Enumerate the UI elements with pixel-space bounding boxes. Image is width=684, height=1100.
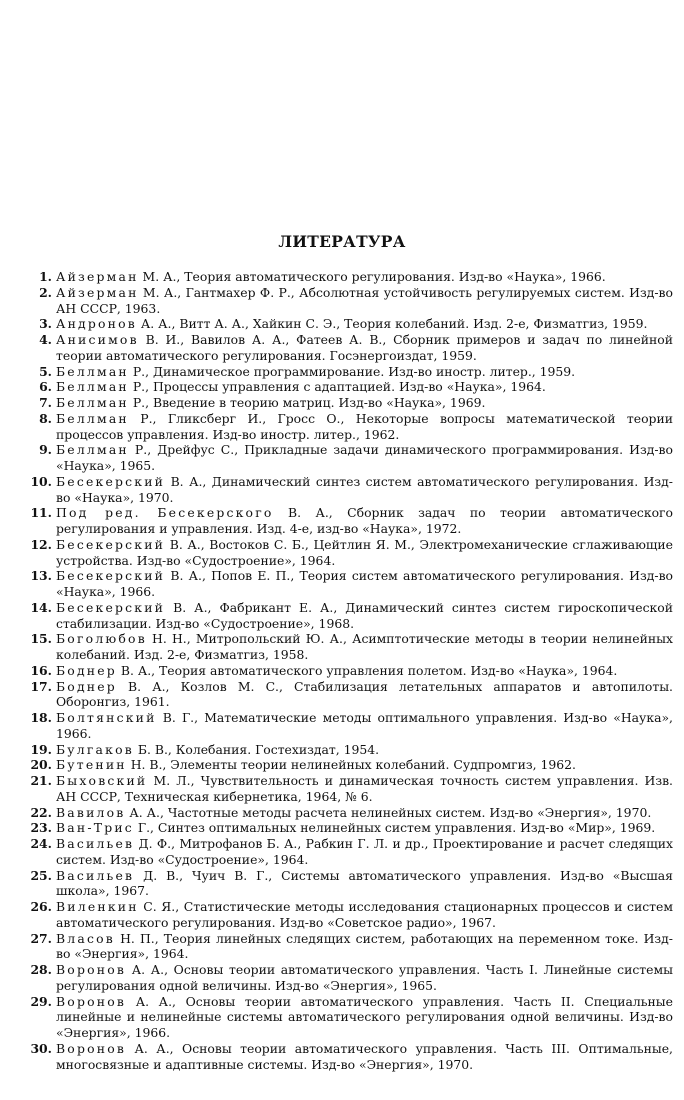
reference-authors: Ван-Трис — [56, 820, 134, 836]
reference-number: 29. — [30, 993, 52, 1009]
reference-text: В. А., Козлов М. С., Стабилизация летательных аппаратов и автопилоты. Оборонгиз, 1961. — [56, 678, 673, 710]
reference-number: 3. — [39, 316, 52, 332]
reference-authors: Айзерман — [56, 269, 139, 284]
reference-authors: Андронов — [56, 316, 137, 332]
reference-text: С. Я., Статистические методы исследования стационарных процессов и систем автоматического регулирования. Изд-во «Советское радио», 1967. — [56, 899, 673, 930]
reference-text: М. А., Теория автоматического регулирования. Изд-во «Наука», 1966. — [138, 269, 606, 284]
reference-authors: Боголюбов — [56, 631, 147, 647]
reference-text: Н. Н., Митропольский Ю. А., Асимптотические методы в теории нелинейных колебаний. Изд. 2-е, Физматгиз, 1958. — [56, 631, 673, 662]
reference-text: Д. Ф., Митрофанов Б. А., Рабкин Г. Л. и др., Проектирование и расчет следящих систем. Изд-во «Судостроение», 1964. — [56, 836, 673, 867]
reference-number: 25. — [30, 867, 52, 883]
reference-number: 13. — [30, 568, 52, 584]
reference-authors: Воронов — [56, 993, 127, 1009]
reference-number: 10. — [30, 473, 52, 489]
reference-text: А. А., Основы теории автоматического управления. Часть II. Специальные линейные и нелинейные системы автоматического регулирования одной величины. Изд-во «Энергия», 1966. — [56, 993, 673, 1040]
reference-number: 7. — [39, 395, 52, 410]
reference-number: 1. — [39, 269, 52, 284]
reference-number: 26. — [30, 899, 52, 914]
reference-text: В. А., Попов Е. П., Теория систем автоматического регулирования. Изд-во «Наука», 1966. — [56, 568, 673, 599]
reference-item — [28, 442, 673, 474]
reference-number: 20. — [30, 757, 52, 773]
reference-number: 6. — [39, 379, 52, 395]
reference-number: 16. — [30, 662, 52, 678]
reference-text: Р., Введение в теорию матриц. Изд-во «Наука», 1969. — [128, 395, 486, 410]
reference-item — [28, 395, 673, 411]
reference-authors: Беллман — [56, 379, 129, 395]
reference-item — [28, 411, 673, 443]
reference-authors: Под ред. Бесекерского — [56, 505, 274, 521]
reference-item — [28, 285, 673, 317]
reference-number: 22. — [30, 804, 52, 820]
reference-item — [28, 868, 673, 900]
reference-number: 24. — [30, 836, 52, 851]
reference-authors: Вавилов — [56, 804, 126, 820]
reference-item — [28, 568, 673, 600]
reference-item — [28, 1041, 673, 1073]
reference-authors: Бутенин — [56, 757, 127, 773]
reference-item — [28, 931, 673, 963]
reference-number: 2. — [39, 284, 52, 300]
reference-item — [28, 757, 673, 773]
reference-authors: Быховский — [56, 773, 148, 788]
reference-text: Г., Синтез оптимальных нелинейных систем управления. Изд-во «Мир», 1969. — [133, 820, 656, 836]
reference-text: В. А., Востоков С. Б., Цейтлин Я. М., Электромеханические сглаживающие устройства. Изд-во «Судостроение», 1964. — [56, 536, 673, 568]
reference-text: М. Л., Чувствительность и динамическая точность систем управления. Изв. АН СССР, Техническая кибернетика, 1964, № 6. — [56, 773, 673, 804]
reference-item — [28, 537, 673, 569]
reference-authors: Боднер — [56, 662, 117, 678]
reference-number: 21. — [30, 773, 52, 788]
reference-number: 8. — [39, 410, 52, 426]
reference-authors: Бесекерский — [56, 473, 166, 489]
reference-authors: Воронов — [56, 1040, 127, 1056]
reference-authors: Беллман — [56, 442, 129, 458]
reference-text: В. А., Сборник задач по теории автоматического регулирования и управления. Изд. 4-е, изд-во «Наука», 1972. — [56, 505, 673, 536]
reference-authors: Васильев — [56, 836, 135, 851]
reference-item — [28, 805, 673, 821]
reference-number: 19. — [30, 741, 52, 757]
reference-item — [28, 474, 673, 506]
reference-item — [28, 773, 673, 805]
reference-text: В. Г., Математические методы оптимального управления. Изд-во «Наука», 1966. — [56, 710, 673, 741]
reference-item — [28, 269, 673, 285]
reference-authors: Айзерман — [56, 284, 139, 300]
reference-text: В. А., Фабрикант Е. А., Динамический синтез систем гироскопической стабилизации. Изд-во «Судостроение», 1968. — [56, 599, 673, 631]
section-heading: ЛИТЕРАТУРА — [278, 232, 406, 251]
reference-item — [28, 600, 673, 632]
reference-item — [28, 899, 673, 931]
reference-number: 17. — [30, 678, 52, 694]
reference-item — [28, 663, 673, 679]
reference-number: 4. — [39, 332, 52, 347]
reference-text: Р., Динамическое программирование. Изд-во иностр. литер., 1959. — [128, 363, 576, 379]
reference-authors: Беллман — [56, 395, 129, 410]
reference-authors: Власов — [56, 930, 115, 946]
reference-item — [28, 332, 673, 364]
reference-text: В. И., Вавилов А. А., Фатеев А. В., Сборник примеров и задач по линейной теории автоматического регулирования. Госэнергоиздат, 1959. — [56, 332, 673, 363]
reference-item — [28, 679, 673, 711]
reference-number: 28. — [30, 962, 52, 977]
reference-number: 18. — [30, 710, 52, 725]
reference-item — [28, 505, 673, 537]
reference-item — [28, 994, 673, 1041]
reference-authors: Бесекерский — [56, 599, 166, 615]
reference-authors: Виленкин — [56, 899, 139, 914]
reference-item — [28, 820, 673, 836]
reference-authors: Беллман — [56, 363, 129, 379]
reference-number: 11. — [30, 505, 52, 521]
reference-text: В. А., Теория автоматического управления полетом. Изд-во «Наука», 1964. — [116, 662, 618, 678]
reference-item — [28, 316, 673, 332]
reference-number: 14. — [30, 599, 52, 615]
reference-number: 30. — [30, 1040, 52, 1056]
reference-authors: Болтянский — [56, 710, 157, 725]
reference-text: А. А., Частотные методы расчета нелинейных систем. Изд-во «Энергия», 1970. — [125, 804, 652, 820]
reference-text: Д. В., Чуич В. Г., Системы автоматического управления. Изд-во «Высшая школа», 1967. — [56, 867, 673, 899]
reference-authors: Воронов — [56, 962, 127, 977]
reference-item — [28, 836, 673, 868]
reference-authors: Бесекерский — [56, 568, 166, 584]
reference-authors: Боднер — [56, 678, 117, 694]
reference-number: 9. — [39, 442, 52, 458]
reference-text: Р., Гликсберг И., Гросс О., Некоторые вопросы математической теории процессов управления. Изд-во иностр. литер., 1962. — [56, 410, 673, 442]
reference-text: М. А., Гантмахер Ф. Р., Абсолютная устойчивость регулируемых систем. Изд-во АН СССР, 1963. — [56, 284, 673, 316]
reference-number: 5. — [39, 363, 52, 379]
reference-item — [28, 742, 673, 758]
reference-text: А. А., Витт А. А., Хайкин С. Э., Теория колебаний. Изд. 2-е, Физматгиз, 1959. — [136, 316, 648, 332]
reference-item — [28, 710, 673, 742]
reference-text: Н. В., Элементы теории нелинейных колебаний. Судпромгиз, 1962. — [126, 757, 576, 773]
reference-text: Б. В., Колебания. Гостехиздат, 1954. — [133, 741, 380, 757]
reference-number: 23. — [30, 820, 52, 836]
reference-item — [28, 379, 673, 395]
reference-authors: Васильев — [56, 867, 135, 883]
reference-item — [28, 364, 673, 380]
reference-text: Р., Процессы управления с адаптацией. Изд-во «Наука», 1964. — [128, 379, 546, 395]
reference-authors: Беллман — [56, 410, 129, 426]
reference-number: 12. — [30, 536, 52, 552]
reference-item — [28, 962, 673, 994]
reference-authors: Бесекерский — [56, 536, 166, 552]
reference-list — [28, 269, 673, 1072]
reference-text: А. А., Основы теории автоматического управления. Часть III. Оптимальные, многосвязные и адаптивные системы. Изд-во «Энергия», 1970. — [56, 1040, 673, 1072]
reference-number: 15. — [30, 631, 52, 647]
reference-text: Р., Дрейфус С., Прикладные задачи динамического программирования. Изд-во «Наука», 1965. — [56, 442, 673, 473]
reference-number: 27. — [30, 930, 52, 946]
reference-item — [28, 631, 673, 663]
reference-authors: Анисимов — [56, 332, 139, 347]
reference-text: В. А., Динамический синтез систем автоматического регулирования. Изд-во «Наука», 1970. — [56, 473, 673, 505]
reference-text: А. А., Основы теории автоматического управления. Часть I. Линейные системы регулирования одной величины. Изд-во «Энергия», 1965. — [56, 962, 673, 993]
reference-authors: Булгаков — [56, 741, 134, 757]
reference-text: Н. П., Теория линейных следящих систем, работающих на переменном токе. Изд-во «Энергия», 1964. — [56, 930, 673, 962]
